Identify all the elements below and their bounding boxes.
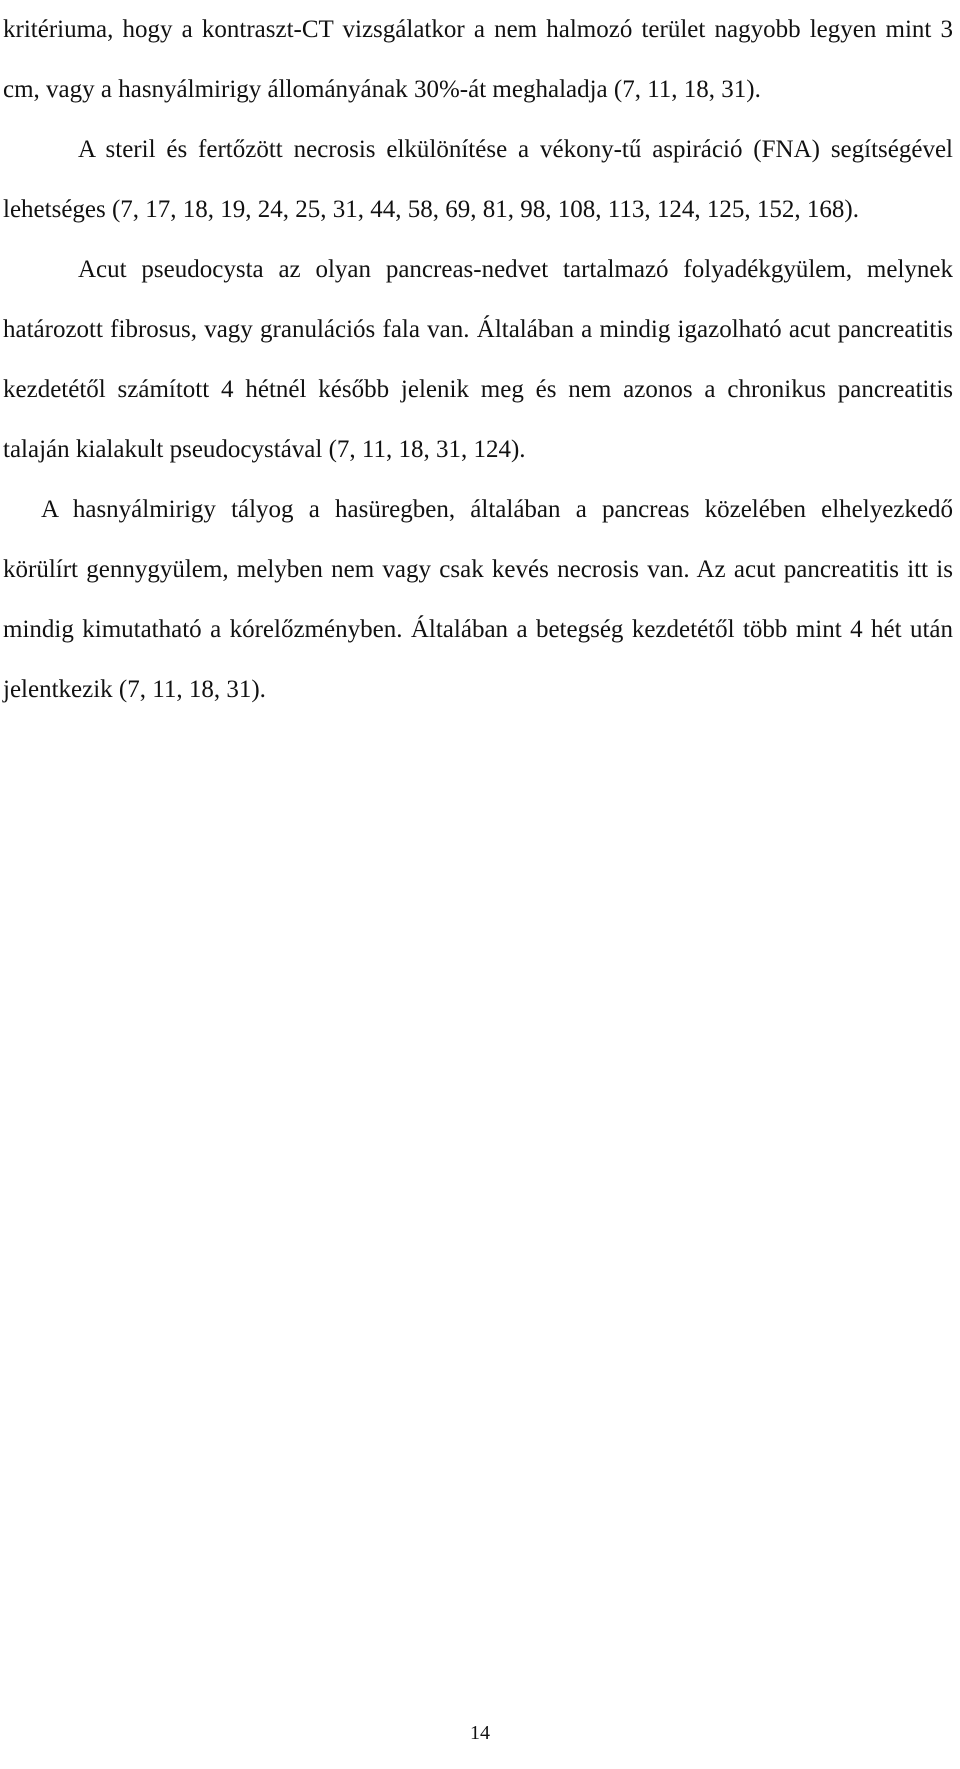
- page-number: 14: [470, 1722, 490, 1744]
- paragraph-talyog: A hasnyálmirigy tályog a hasüregben, általában a pancreas közelében elhelyezkedő körülírt gennygyülem, melyben nem vagy csak kevés necrosis van. Az acut pancreatitis itt is mindig kimutatható a kórelőzményben. Általában a betegség kezdetétől több mint 4 hét után jelentkezik (7, 11, 18, 31).: [3, 496, 953, 703]
- paragraph-continuation: kritériuma, hogy a kontraszt-CT vizsgálatkor a nem halmozó terület nagyobb legyen mint 3 cm, vagy a hasnyálmirigy állományának 30%-át meghaladja (7, 11, 18, 31).: [3, 16, 953, 103]
- body-text: [3, 0, 953, 720]
- paragraph-acut-pseudocysta: Acut pseudocysta az olyan pancreas-nedvet tartalmazó folyadékgyülem, melynek határozott fibrosus, vagy granulációs fala van. Általában a mindig igazolható acut pancreatitis kezdetétől számított 4 hétnél később jelenik meg és nem azonos a chronikus pancreatitis talaján kialakult pseudocystával (7, 11, 18, 31, 124).: [3, 256, 953, 463]
- paragraph-steril-necrosis: A steril és fertőzött necrosis elkülönítése a vékony-tű aspiráció (FNA) segítségével lehetséges (7, 17, 18, 19, 24, 25, 31, 44, 58, 69, 81, 98, 108, 113, 124, 125, 152, 168).: [3, 136, 953, 223]
